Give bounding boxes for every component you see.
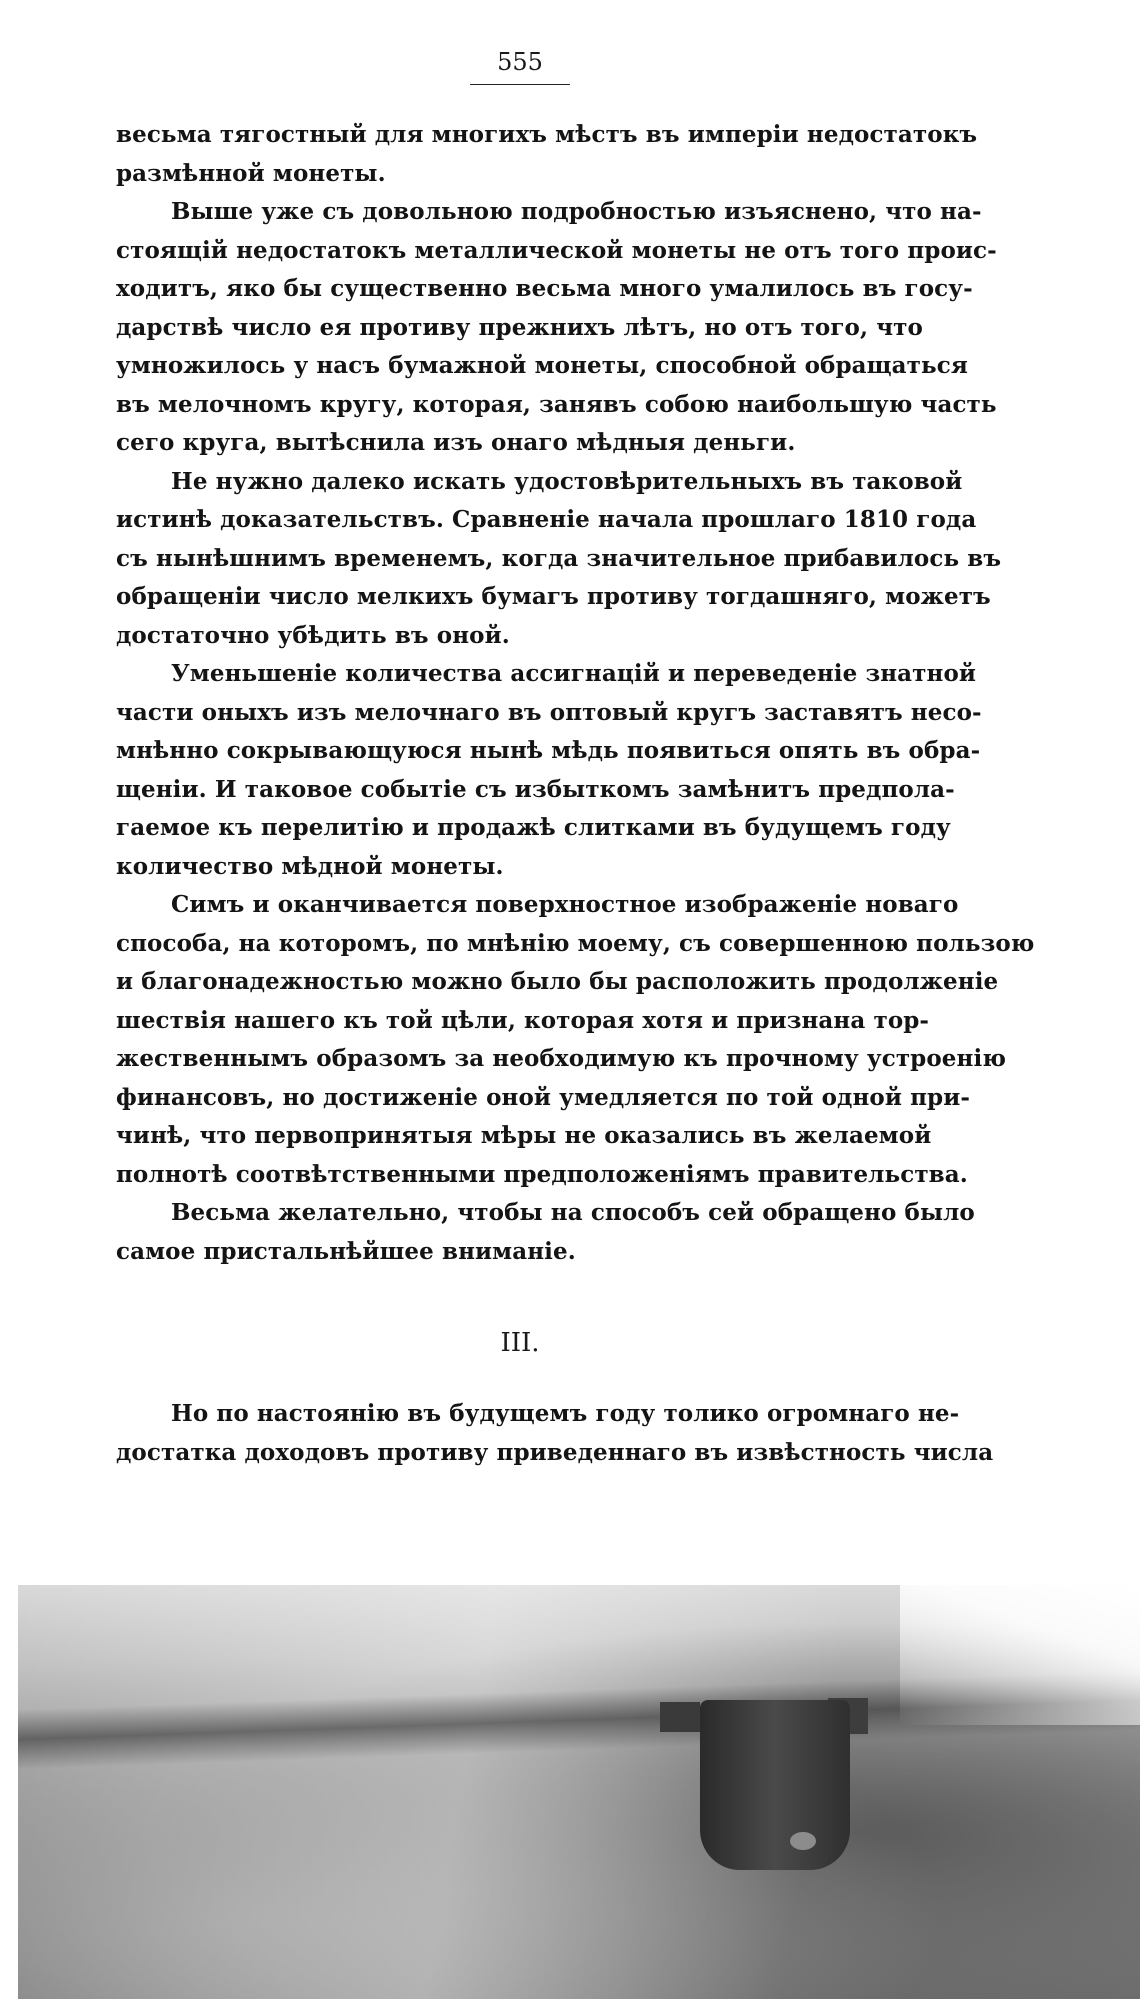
- text-line: количество мѣдной монеты.: [116, 852, 504, 880]
- text-line: достаточно убѣдить въ оной.: [116, 621, 510, 649]
- text-line: Симъ и оканчивается поверхностное изображеніе новаго: [171, 891, 959, 918]
- section-heading: III.: [500, 1328, 540, 1358]
- text-line: весьма тягостный для многихъ мѣстъ въ имперіи недостатокъ: [116, 121, 978, 148]
- scan-glare: [900, 1585, 1140, 1725]
- text-line: обращеніи число мелкихъ бумагъ противу тогдашняго, можетъ: [116, 583, 991, 610]
- page-number-rule: [470, 84, 570, 85]
- text-line: части оныхъ изъ мелочнаго въ оптовый кругъ заставятъ несо-: [116, 698, 982, 726]
- body-text-before-heading: [116, 116, 1035, 1271]
- text-line: ходитъ, яко бы существенно весьма много умалилось въ госу-: [116, 275, 973, 302]
- scanner-clip: [700, 1700, 850, 1870]
- text-line: истинѣ доказательствъ. Сравненіе начала прошлаго 1810 года: [116, 506, 977, 533]
- text-line: и благонадежностью можно было бы расположить продолженіе: [116, 968, 999, 995]
- text-line: щеніи. И таковое событіе съ избыткомъ замѣнитъ предпола-: [116, 775, 955, 803]
- text-line: гаемое къ перелитію и продажѣ слитками въ будущемъ году: [116, 814, 951, 841]
- text-line: Выше уже съ довольною подробностью изъяснено, что на-: [171, 198, 982, 225]
- text-line: стоящій недостатокъ металлической монеты не отъ того проис-: [116, 236, 997, 264]
- text-line: размѣнной монеты.: [116, 159, 386, 187]
- text-line: мнѣнно сокрывающуюся нынѣ мѣдь появиться опять въ обра-: [116, 737, 981, 764]
- text-line: шествія нашего къ той цѣли, которая хотя и признана тор-: [116, 1006, 930, 1034]
- text-line: достатка доходовъ противу приведеннаго въ извѣстность числа: [116, 1438, 994, 1466]
- text-line: самое пристальнѣйшее вниманіе.: [116, 1237, 576, 1265]
- text-line: съ нынѣшнимъ временемъ, когда значительное прибавилось въ: [116, 544, 1002, 572]
- text-line: Уменьшеніе количества ассигнацій и переведеніе знатной: [171, 660, 977, 687]
- text-line: дарствѣ число ея противу прежнихъ лѣтъ, но отъ того, что: [116, 313, 923, 341]
- scanner-clip-hole: [790, 1832, 816, 1850]
- text-line: финансовъ, но достиженіе оной умедляется по той одной при-: [116, 1083, 971, 1111]
- text-line: Но по настоянію въ будущемъ году толико огромнаго не-: [171, 1400, 960, 1427]
- text-line: Не нужно далеко искать удостовѣрительныхъ въ таковой: [171, 467, 963, 495]
- body-text-after-heading: [116, 1395, 994, 1472]
- page-number: 555: [497, 48, 543, 76]
- text-line: чинѣ, что первопринятыя мѣры не оказались въ желаемой: [116, 1122, 932, 1149]
- text-line: Весьма желательно, чтобы на способъ сей обращено было: [171, 1199, 975, 1226]
- text-line: сего круга, вытѣснила изъ онаго мѣдныя деньги.: [116, 429, 796, 456]
- scanner-clip-tab-left: [660, 1702, 700, 1732]
- text-line: полнотѣ соотвѣтственными предположеніямъ правительства.: [116, 1160, 968, 1188]
- text-line: жественнымъ образомъ за необходимую къ прочному устроенію: [116, 1045, 1006, 1072]
- text-line: въ мелочномъ кругу, которая, занявъ собою наибольшую часть: [116, 390, 997, 418]
- text-line: умножилось у насъ бумажной монеты, способной обращаться: [116, 352, 968, 379]
- text-line: способа, на которомъ, по мнѣнію моему, съ совершенною пользою: [116, 929, 1035, 957]
